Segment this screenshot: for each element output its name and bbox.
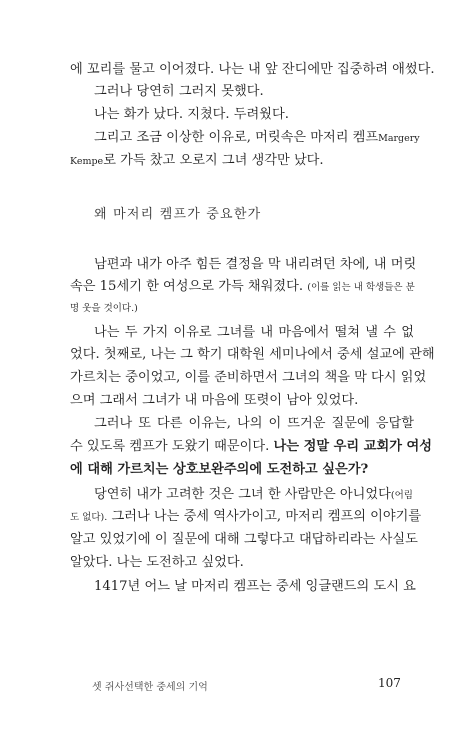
text-line: 그러나 당연히 그러지 못했다.	[94, 84, 264, 99]
emphasis-text: 나는 정말 우리 교회가 여성	[273, 439, 433, 454]
page-number: 107	[378, 676, 401, 690]
emphasis-text: 에 대해 가르치는 상호보완주의에 도전하고 싶은가?	[70, 462, 369, 477]
text-line	[70, 507, 422, 528]
text-line: 1417년 어느 날 마저리 켐프는 중세 잉글랜드의 도시 요	[94, 579, 416, 594]
text-line	[70, 437, 433, 457]
text-run: 당연히 내가 고려한 것은 그녀 한 사람만은 아니었다	[94, 487, 391, 502]
english-name-fragment: Margery	[378, 133, 420, 144]
text-line: 가르치는 중이었고, 이를 준비하면서 그녀의 책을 막 다시 읽었	[70, 370, 427, 385]
text-run: 그러나 나는 중세 역사가이고, 마저리 켐프의 이야기를	[111, 509, 422, 524]
text-line: 에 꼬리를 물고 이어졌다. 나는 내 앞 잔디에만 집중하려 애썼다.	[70, 62, 435, 77]
text-line: 나는 두 가지 이유로 그녀를 내 마음에서 떨쳐 낼 수 없	[94, 325, 414, 340]
aside-note: 명 웃을 것이다.)	[70, 303, 138, 314]
english-name-fragment: Kempe	[70, 156, 104, 167]
aside-note: (이를 읽는 내 학생들은 분	[307, 282, 415, 293]
text-line: 었다. 첫째로, 나는 그 학기 대학원 세미나에서 중세 설교에 관해	[70, 347, 435, 362]
text-line	[70, 277, 414, 298]
text-line	[94, 128, 420, 149]
text-run: 속은 15세기 한 여성으로 가득 채워졌다.	[70, 279, 304, 294]
text-line: 남편과 내가 아주 힘든 결정을 막 내리려던 차에, 내 머릿	[94, 257, 417, 272]
text-line: 나는 화가 났다. 지쳤다. 두려웠다.	[94, 107, 289, 122]
text-run: 그리고 조금 이상한 이유로, 머릿속은 마저리 켐프	[94, 130, 379, 145]
text-run: 수 있도록 켐프가 도왔기 때문이다.	[70, 439, 270, 454]
section-heading: 왜 마저리 켐프가 중요한가	[94, 207, 262, 222]
running-title: 셋 쥐사선택한 중세의 기억	[92, 682, 208, 693]
text-line: 으며 그래서 그녀가 내 마음에 또렷이 남아 있었다.	[70, 393, 359, 408]
aside-note: 도 없다).	[70, 512, 108, 523]
text-line: 그러나 또 다른 이유는, 나의 이 뜨거운 질문에 응답할	[94, 416, 414, 431]
text-line: 알았다. 나는 도전하고 싶었다.	[70, 555, 244, 570]
text-line	[94, 485, 414, 506]
text-run: 로 가득 찼고 오로지 그녀 생각만 났다.	[103, 153, 324, 168]
text-line	[70, 151, 414, 172]
aside-note: (어림	[390, 490, 413, 501]
text-line: 알고 있었기에 이 질문에 대해 그렇다고 대답하리라는 사실도	[70, 532, 418, 547]
